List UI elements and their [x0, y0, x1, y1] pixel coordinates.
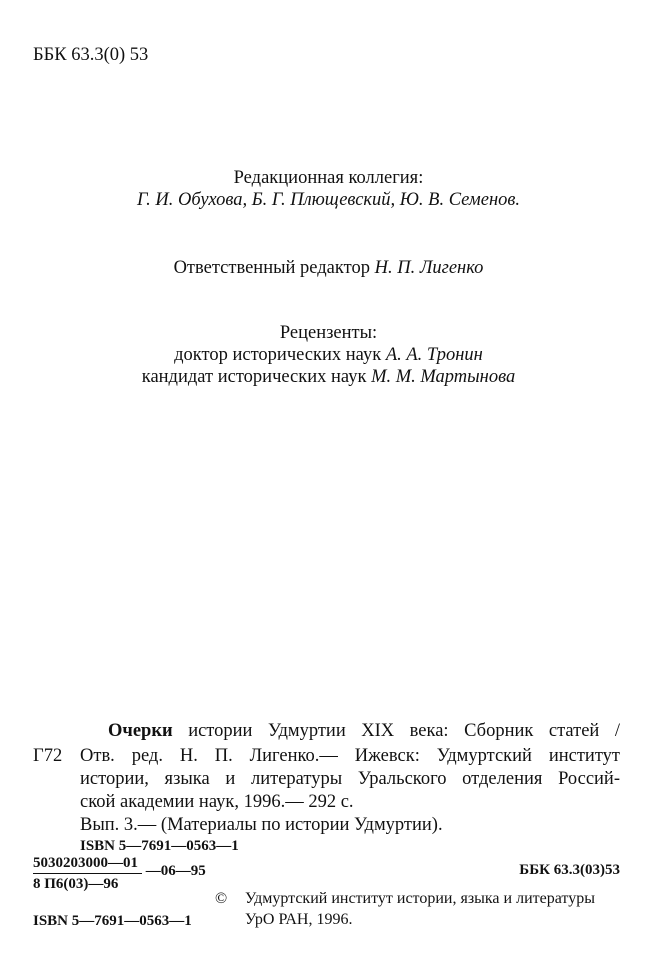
bib-line-5: Вып. 3.— (Материалы по истории Удмуртии). [80, 815, 443, 835]
bbk-bottom: ББК 63.3(03)53 [519, 862, 620, 878]
bbk-top: ББК 63.3(0) 53 [33, 45, 149, 65]
isbn-bottom: ISBN 5—7691—0563—1 [33, 913, 192, 929]
bib-line-4: ской академии наук, 1996.— 292 с. [80, 792, 354, 812]
copyright-symbol: © [215, 890, 228, 907]
fraction-numerator: 5030203000—01 [33, 853, 142, 874]
editorial-board-members: Г. И. Обухова, Б. Г. Плющевский, Ю. В. Семенов. [136, 190, 521, 210]
fraction-denominator: 8 П6(03)—96 [33, 876, 119, 892]
copyright-line-2: УрО РАН, 1996. [245, 911, 353, 928]
bib-line-1: Очерки истории Удмуртии XIX века: Сборник статей / [108, 721, 621, 741]
reviewer-1: доктор исторических наук А. А. Тронин [174, 345, 483, 365]
bib-line-3: истории, языка и литературы Уральского отделения Россий- [80, 769, 620, 789]
copyright-line-1: Удмуртский институт истории, языка и литературы [245, 890, 595, 907]
bib-index: Г72 [33, 746, 63, 766]
bib-line-2: Отв. ред. Н. П. Лигенко.— Ижевск: Удмуртский институт [80, 746, 620, 766]
reviewers-label: Рецензенты: [279, 323, 378, 343]
fraction-suffix: —06—95 [145, 863, 206, 879]
reviewer-2: кандидат исторических наук М. М. Мартынова [141, 367, 516, 387]
responsible-editor: Ответственный редактор Н. П. Лигенко [173, 258, 484, 278]
catalog-fraction [33, 853, 206, 894]
editorial-board-label: Редакционная коллегия: [233, 168, 424, 188]
bib-isbn: ISBN 5—7691—0563—1 [80, 838, 239, 854]
